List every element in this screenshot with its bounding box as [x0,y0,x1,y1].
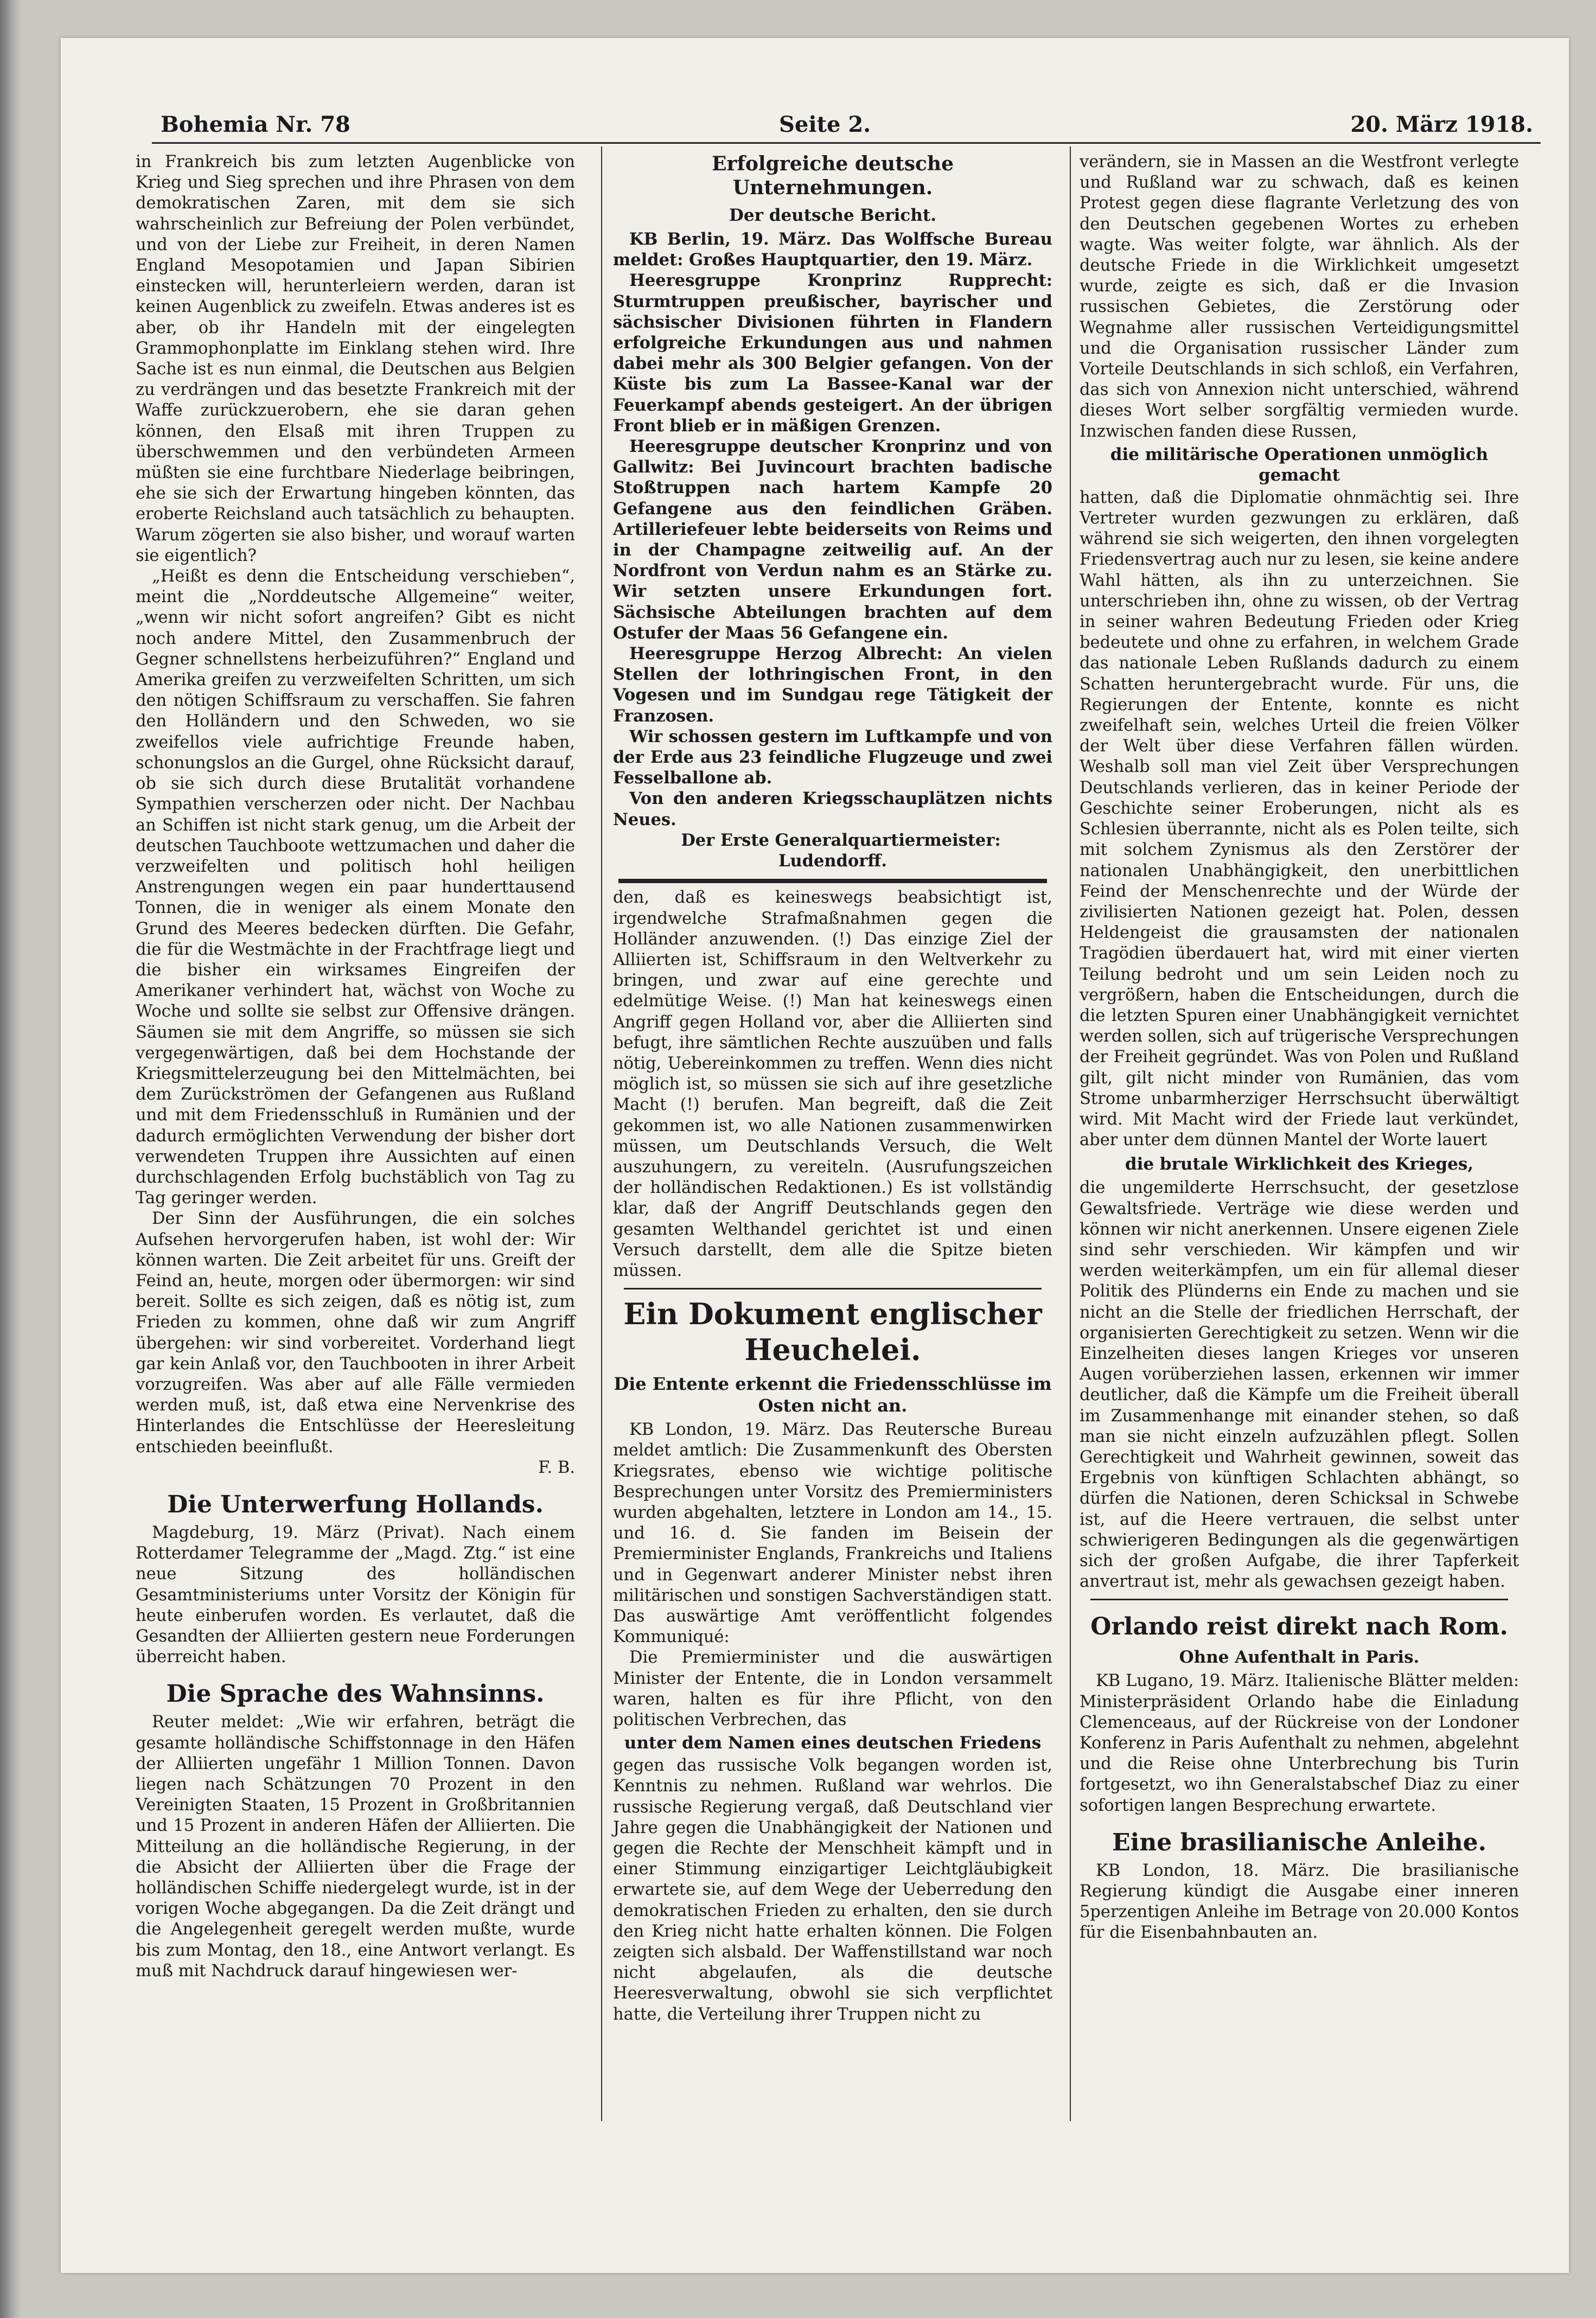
header-issue: Bohemia Nr. 78 [161,112,350,137]
inline-heading-deutscher-frieden: unter dem Namen eines deutschen Friedens [624,1733,1042,1753]
article-anleihe-text: KB London, 18. März. Die brasilianische Regierung kündigt die Ausgabe einer inneren 5perzentigen Anleihe im Betrage von 20.000 Kontos für die Eisenbahnbauten an. [1080,1861,1519,1943]
author-signature: F. B. [538,1458,575,1477]
column-3 [1080,152,1519,2148]
headline-brasilianische-anleihe: Eine brasilianische Anleihe. [1112,1828,1486,1856]
wahnsinn-continuation: den, daß es keineswegs beabsichtigt ist, irgendwelche Strafmaßnahmen gegen die Holländer anzuwenden. (!) Das einzige Ziel der Alliierten ist, Schiffsraum in den Weltverkehr zu bringen, und zwar auf eine gerechte und edelmütige Weise. (!) Man hat keineswegs einen Angriff gegen Holland vor, aber die Alliierten sind befugt, ihre sämtlichen Rechte auszuüben und falls nötig, Uebereinkommen zu treffen. Wenn dies nicht möglich ist, so müssen sie sich auf ihre gesetzliche Macht (!) berufen. Man begreift, daß die Zeit gekommen ist, wo alle Nationen zusammenwirken müssen, um Deutschlands Versuch, die Welt auszuhungern, zu vereiteln. (Ausrufungszeichen der holländischen Redaktionen.) Es ist vollständig klar, daß der Angriff Deutschlands gegen den gesamten Welthandel gerichtet ist und einen Versuch darstellt, dem alle die Spitze bieten müssen. [613,888,1052,1280]
col1-paragraph-3: Der Sinn der Ausführungen, die ein solches Aufsehen hervorgerufen haben, ist wohl der: Wir können warten. Die Zeit arbeitet für uns. Greift der Feind an, heute, morgen oder übermorgen: wir sind bereit. Sollte es sich zeigen, daß es nötig ist, zum Frieden zu kommen, ohne daß wir zum Angriff übergehen: wir sind vorbereitet. Vorderhand liegt gar kein Anlaß vor, den Tauchbooten in ihrer Arbeit vorzugreifen. Was aber auf alle Fälle vermieden werden muß, ist, daß etwa eine Nervenkrise des Hinterlandes die Entschlüsse der Heeresleitung entschieden beeinflußt. [136,1209,575,1457]
article-divider-2 [1090,1599,1508,1600]
report-signature-ludendorff: Der Erste Generalquartiermeister: Ludendorff. [681,830,1001,871]
col1-signature-row [136,1458,575,1478]
report-rupprecht: Heeresgruppe Kronprinz Rupprecht: Sturmtruppen preußischer, bayrischer und sächsischer Divisionen führten in Flandern erfolgreiche Erkundungen aus und nahmen dabei mehr als 300 Belgier gefangen. Von der Küste bis zum La Bassee-Kanal war der Feuerkampf abends gesteigert. An der übrigen Front blieb er in mäßigen Grenzen. [613,271,1052,436]
article-london-text: KB London, 19. März. Das Reutersche Bureau meldet amtlich: Die Zusammenkunft des Obersten Kriegsrates, ebenso wie wichtige politische Besprechungen unter Vorsitz des Premierministers wurden abgehalten, letztere in London am 14., 15. und 16. d. Sie fanden im Beisein der Premierminister Englands, Frankreichs und Italiens und in Gegenwart anderer Minister nebst ihren militärischen und sonstigen Sachverständigen statt. Das auswärtige Amt veröffentlicht folgendes Kommuniqué: [613,1420,1052,1647]
col3-paragraph-3: die ungemilderte Herrschsucht, der gesetzlose Gewaltsfriede. Verträge wie diese werden und können wir nicht anerkennen. Unsere eigenen Ziele sind sehr verschieden. Wir kämpfen und wir werden weiterkämpfen, um ein für allemal dieser Politik des Plünderns ein Ende zu machen und sie nicht an die Stelle der friedlichen Herrschaft, der organisierten Gerechtigkeit zu setzen. Wenn wir die Einzelheiten dieses langen Krieges vor unseren Augen vorüberziehen lassen, erkennen wir immer deutlicher, daß die Kämpfe um die Freiheit überall im Zusammenhange mit einander stehen, so daß man sie nicht einzeln aufzuzählen pflegt. Sollen Gerechtigkeit und Wahrheit gewinnen, soweit das Ergebnis von künftigen Schlachten abhängt, so dürfen die Nationen, deren Schicksal in Schwebe ist, auf die Heere vertrauen, die selbst unter schwierigeren Bedingungen als die gegenwärtigen sich der großen Aufgabe, die ihrer Tapferkeit anvertraut ist, mehr als gewachsen gezeigt haben. [1080,1178,1519,1592]
headline-dokument-englischer-heuchelei: Ein Dokument englischer Heuchelei. [623,1297,1042,1368]
column-rule-2 [1070,146,1071,2121]
article-premierminister-text: Die Premierminister und die auswärtigen Minister der Entente, die in London versammelt waren, halten es für ihre Pflicht, von den politischen Verbrechen, das [613,1648,1052,1729]
headline-orlando: Orlando reist direkt nach Rom. [1090,1613,1508,1641]
page-header [101,106,1533,144]
column-1 [136,152,575,2148]
inline-heading-brutale-wirklichkeit: die brutale Wirklichkeit des Krieges, [1125,1154,1474,1174]
article-wahnsinn-text: Reuter meldet: „Wie wir erfahren, beträgt die gesamte holländische Schiffstonnage in den Häfen der Alliierten ungefähr 1 Million Tonnen. Davon liegen nach Schätzungen 70 Prozent in den Vereinigten Staaten, 15 Prozent in Großbritannien und 15 Prozent in anderen Häfen der Alliierten. Die Mitteilung an die holländische Regierung, in der die Absicht der Alliierten über die Frage der holländischen Schiffe niedergelegt wurde, ist in der vorigen Woche abgegangen. Da die Zeit drängt und die Angelegenheit geregelt werden mußte, wurde bis zum Montag, den 18., eine Antwort verlangt. Es muß mit Nachdruck darauf hingewiesen wer- [136,1713,575,1981]
header-rule [152,142,1541,144]
report-luftkampf: Wir schossen gestern im Luftkampfe und von der Erde aus 23 feindliche Flugzeuge und zwei Fesselballone ab. [613,726,1052,788]
headline-sprache-des-wahnsinns: Die Sprache des Wahnsinns. [166,1680,545,1708]
inline-heading-operationen: die militärische Operationen unmöglich gemacht [1110,444,1489,485]
article-russland-text: gegen das russische Volk begangen worden ist, Kenntnis zu nehmen. Rußland war wehrlos. Die russische Regierung vergaß, daß Deutschland vier Jahre gegen die Unabhängigkeit der Nationen und gegen die Rechte der Menschheit kämpft und in einer Stimmung einzigartiger Leichtgläubigkeit erwartete sie, auf dem Wege der Ueberredung den demokratischen Frieden zu erhalten, den sie durch den Krieg nicht hatte erhalten können. Die Folgen zeigten sich alsbald. Der Waffenstillstand war noch nicht abgelaufen, als die deutsche Heeresverwaltung, obwohl sie sich verpflichtet hatte, die Verteilung ihrer Truppen nicht zu [613,1756,1052,2024]
report-andere-kriegsschauplaetze: Von den anderen Kriegsschauplätzen nichts Neues. [613,789,1052,829]
article-divider [624,1288,1042,1289]
scan-edge [0,0,21,2318]
header-page-number: Seite 2. [779,112,871,137]
header-date: 20. März 1918. [1350,112,1533,137]
section-divider [618,879,1047,883]
subheadline-ohne-aufenthalt: Ohne Aufenthalt in Paris. [1179,1647,1420,1668]
report-deutscher-kronprinz: Heeresgruppe deutscher Kronprinz und von Gallwitz: Bei Juvincourt brachten badische Stoßtruppen nach hartem Kampfe 20 Gefangene aus den feindlichen Gräben. Artilleriefeuer lebte beiderseits von Reims und in der Champagne zeitweilig auf. An der Nordfront von Verdun nahm es an Stärke zu. Wir setzten unsere Erkundungen fort. Sächsische Abteilungen brachten auf dem Ostufer der Maas 56 Gefangene ein. [613,437,1052,643]
col1-paragraph-1: in Frankreich bis zum letzten Augenblicke von Krieg und Sieg sprechen und ihre Phrasen von dem demokratischen Zaren, mit dem sie sich wahrscheinlich zur Befreiung der Polen verbündet, und von der Liebe zur Freiheit, in deren Namen England Mesopotamien und Japan Sibirien einstecken will, herunterleiern werden, daran ist keinen Augenblick zu zweifeln. Etwas anderes ist es aber, ob ihr Handeln mit der eingelegten Grammophonplatte im Einklang stehen wird. Ihre Sache ist es nun einmal, die Deutschen aus Belgien zu verdrängen und das besetzte Frankreich mit der Waffe zurückzuerobern, ehe sie daran gehen können, den Elsaß mit ihren Truppen zu überschwemmen und den verbündeten Armeen müßten sie eine furchtbare Niederlage beibringen, ehe sie sich der Erwartung hingeben könnten, das eroberte Reichsland auch tatsächlich zu behaupten. Warum zögerten sie also bisher, und worauf warten sie eigentlich? [136,152,575,565]
column-2 [613,152,1052,2148]
col3-paragraph-2: hatten, daß die Diplomatie ohnmächtig sei. Ihre Vertreter wurden gezwungen zu erklären, daß während sie sich weigerten, den ihnen vorgelegten Friedensvertrag auch nur zu lesen, sie keine andere Wahl hätten, als ihn zu unterzeichnen. Sie unterschrieben ihn, ohne zu wissen, ob der Vertrag in seiner wahren Bedeutung Frieden oder Krieg bedeutete und ohne zu erfahren, in welchem Grade das nationale Leben Rußlands dadurch zu einem Schatten heruntergebracht wurde. Für uns, die Regierungen der Entente, konnte es nicht zweifelhaft sein, welches Urteil die freien Völker der Welt über diese Verfahren fällen würden. Weshalb soll man viel Zeit über Versprechungen Deutschlands verlieren, das in keiner Periode der Geschichte seiner Eroberungen, nicht als es Schlesien überrannte, nicht als es Polen teilte, sich mit solchem Zynismus als den Zerstörer der nationalen Unabhängigkeit, den unerbittlichen Feind der Menschenrechte und der Würde der zivilisierten Nationen gezeigt hat. Polen, dessen Heldengeist die grausamsten der nationalen Tragödien überdauert hat, wird mit einer vierten Teilung bedroht und um sein Leiden noch zu vergrößern, haben die Entscheidungen, durch die die letzten Spuren einer Unabhängigkeit vernichtet werden sollen, sich auf trügerische Versprechungen der Freiheit gegründet. Was von Polen und Rußland gilt, gilt nicht minder von Rumänien, das vom Strome unbarmherziger Herrschsucht überwältigt wird. Mit Macht wird der Friede laut verkündet, aber unter dem dünnen Mantel der Worte lauert [1080,488,1519,1150]
col1-paragraph-2: „Heißt es denn die Entscheidung verschieben“, meint die „Norddeutsche Allgemeine“ weiter, „wenn wir nicht sofort angreifen? Gibt es nicht noch andere Mittel, den Zusammenbruch der Gegner schnellstens herbeizuführen?“ England und Amerika greifen zu verzweifelten Schritten, um sich den nötigen Schiffsraum zu verschaffen. Sie fahren den Holländern und den Schweden, wo sie zweifellos viele aufrichtige Freunde haben, schonungslos an die Gurgel, ohne Rücksicht darauf, ob sie sich durch diese Brutalität vorhandene Sympathien verscherzen oder nicht. Der Nachbau an Schiffen ist nicht stark genug, um die Arbeit der deutschen Tauchboote wettzumachen und daher die verzweifelten und politisch hohl heiligen Anstrengungen wegen ein paar hunderttausend Tonnen, die in weniger als einem Monate den Grund des Meeres bedecken dürften. Die Gefahr, die für die Westmächte in der Frachtfrage liegt und die bisher ein wirksames Eingreifen der Amerikaner verhindert hat, wächst von Woche zu Woche und sollte sie selbst zur Offensive drängen. Säumen sie mit dem Angriffe, so müssen sie sich vergegenwärtigen, daß bei dem Hochstande der Kriegsmittelerzeugung bei den Mittelmächten, bei dem Zurückströmen der Gefangenen aus Rußland und mit dem Friedensschluß in Rumänien und der dadurch ermöglichten Verwendung der bisher dort verwendeten Truppen ihre Aussichten auf einen durchschlagenden Erfolg buchstäblich von Tag zu Tag geringer werden. [136,567,575,1208]
headline-unterwerfung-hollands: Die Unterwerfung Hollands. [167,1491,544,1518]
subheadline-deutsche-bericht: Der deutsche Bericht. [729,206,936,225]
subheadline-entente-friedensschluesse: Die Entente erkennt die Friedensschlüsse im Osten nicht an. [614,1374,1052,1416]
col3-paragraph-1: verändern, sie in Massen an die Westfront verlegte und Rußland war zu schwach, daß es keinen Protest gegen diese flagrante Verletzung des von den Deutschen gegebenen Wortes zu erheben wagte. Was weiter folgte, war ähnlich. Als der deutsche Friede in die Wirklichkeit umgesetzt wurde, zeigte es sich, daß er die Invasion russischen Gebietes, die Zerstörung oder Wegnahme aller russischen Verteidigungsmittel und die Organisation russischer Länder zum Vorteile Deutschlands in sich schloß, ein Verfahren, das sich von Annexion nicht unterschied, während dieses Wort selber sorgfältig vermieden wurde. Inzwischen fanden diese Russen, [1080,152,1519,441]
report-dateline: KB Berlin, 19. März. Das Wolffsche Bureau meldet: Großes Hauptquartier, den 19. März. [613,229,1052,270]
article-lugano-text: KB Lugano, 19. März. Italienische Blätter melden: Ministerpräsident Orlando habe die Einladung Clemenceaus, auf der Rückreise von der Londoner Konferenz in Paris Aufenthalt zu nehmen, abgelehnt und die Reise ohne Unterbrechung bis Turin fortgesetzt, wo ihn Generalstabschef Diaz zu einer sofortigen langen Besprechung erwartete. [1080,1671,1519,1815]
report-herzog-albrecht: Heeresgruppe Herzog Albrecht: An vielen Stellen der lothringischen Front, in den Vogesen und im Sundgau rege Tätigkeit der Franzosen. [613,644,1052,726]
headline-erfolgreiche-unternehmungen: Erfolgreiche deutsche Unternehmungen. [712,152,954,199]
column-rule-1 [601,146,602,2121]
article-holland-text: Magdeburg, 19. März (Privat). Nach einem Rotterdamer Telegramme der „Magd. Ztg.“ ist eine neue Sitzung des holländischen Gesamtministeriums unter Vorsitz der Königin für heute einberufen worden. Es verlautet, daß die Gesandten der Alliierten gestern neue Forderungen überreicht haben. [136,1523,575,1667]
